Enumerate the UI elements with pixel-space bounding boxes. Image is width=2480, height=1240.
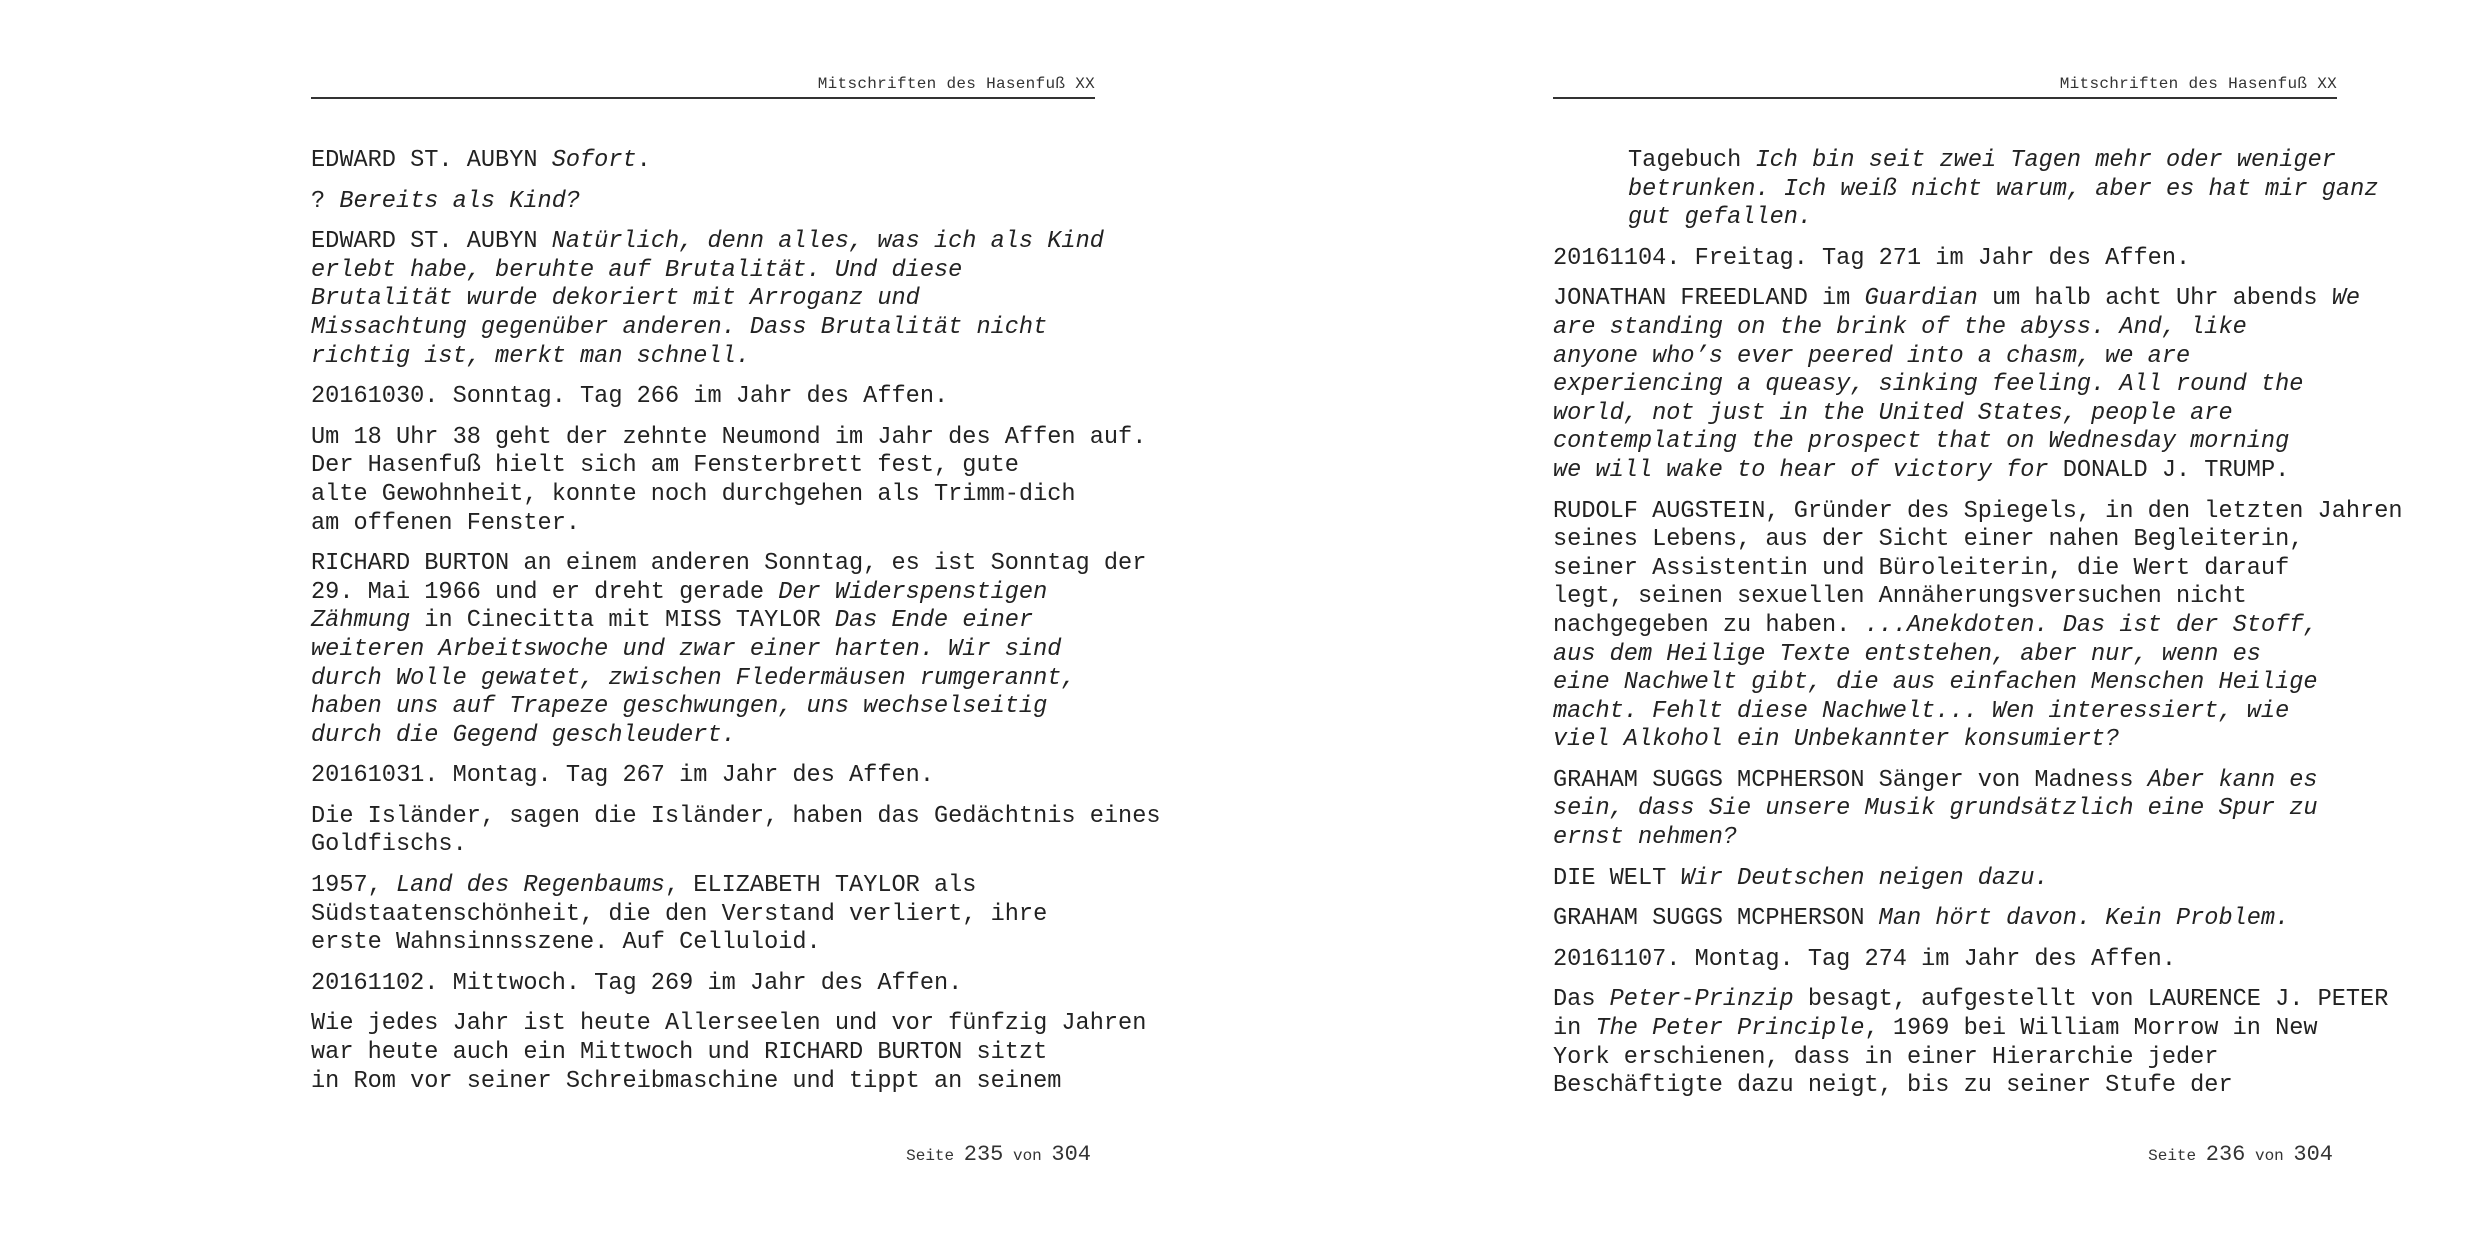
text-line (1553, 986, 2389, 1015)
text-line (311, 342, 1111, 372)
italic-text-run: Zähmung (311, 607, 411, 635)
footer-page-number: 235 (963, 1142, 1004, 1167)
text-line (311, 452, 1111, 481)
text-line (1553, 428, 2353, 457)
text-run: Tagebuch (1628, 147, 1756, 174)
text-run: EDWARD ST. AUBYN (311, 147, 552, 174)
text-run: 20161031. Montag. Tag 267 im Jahr des Affen. (311, 762, 934, 790)
paragraph (311, 228, 1111, 371)
text-line (311, 578, 1111, 608)
header-rule (1553, 97, 2337, 99)
text-run: 20161030. Sonntag. Tag 266 im Jahr des Affen. (311, 383, 949, 411)
italic-text-run: world, not just in the United States, people are (1553, 399, 2233, 427)
paragraph (311, 423, 1147, 538)
text-run: besagt, aufgestellt von LAURENCE J. PETER (1793, 986, 2389, 1014)
text-run: seiner Assistentin und Büroleiterin, die Wert darauf (1553, 554, 2290, 582)
italic-text-run: Natürlich, denn alles, was ich als Kind (551, 228, 1104, 256)
italic-text-run: Man hört davon. Kein Problem. (1878, 905, 2290, 933)
text-line (311, 969, 1111, 999)
text-run: Beschäftigte dazu neigt, bis zu seiner Stufe der (1553, 1072, 2233, 1100)
italic-text-run: we will wake to hear of victory for (1553, 456, 2063, 484)
text-line (1553, 342, 2353, 372)
text-run: erste Wahnsinnsszene. Auf Celluloid. (311, 929, 821, 957)
text-run: DIE WELT (1553, 864, 1681, 892)
text-run: GRAHAM SUGGS MCPHERSON Sänger von Madness (1553, 766, 2148, 794)
text-line (1553, 726, 2353, 755)
text-line (1553, 399, 2353, 429)
text-run: , 1969 bei William Morrow in New (1864, 1015, 2318, 1043)
text-line (311, 802, 1161, 832)
footer-page-number: 236 (2205, 1142, 2246, 1167)
text-line (1553, 697, 2353, 727)
italic-text-run: anyone who’s ever peered into a chasm, we are (1553, 342, 2191, 370)
italic-text-run: gut gefallen. (1628, 204, 1813, 232)
header-rule (311, 97, 1095, 99)
text-line (1553, 285, 2361, 314)
text-line (1553, 456, 2353, 486)
paragraph (1553, 905, 2353, 934)
left-page (311, 0, 1161, 1240)
italic-text-run: contemplating the prospect that on Wednesday morning (1553, 428, 2290, 456)
text-line (311, 1039, 1111, 1068)
text-line (1553, 669, 2353, 698)
text-run: Das (1553, 986, 1610, 1014)
text-line (1628, 147, 2353, 176)
text-run: EDWARD ST. AUBYN (311, 228, 552, 256)
italic-text-run: Guardian (1864, 285, 1978, 313)
italic-text-run: Peter-Prinzip (1609, 986, 1794, 1014)
running-header: Mitschriften des Hasenfuß XX (817, 75, 1095, 93)
italic-text-run: sein, dass Sie unsere Musik grundsätzlich eine Spur zu (1553, 795, 2318, 823)
text-line (311, 607, 1111, 636)
text-line (1553, 1015, 2353, 1044)
text-line (1553, 497, 2403, 527)
paragraph (1553, 865, 2353, 894)
italic-text-run: Wir Deutschen neigen dazu. (1680, 864, 2049, 892)
text-run: in Cinecitta mit MISS TAYLOR (410, 607, 835, 635)
running-header: Mitschriften des Hasenfuß XX (2059, 75, 2337, 93)
text-run: 29. Mai 1966 und er dreht gerade (311, 578, 779, 606)
text-line (311, 550, 1147, 579)
text-line (1553, 583, 2353, 612)
paragraph (1553, 986, 2389, 1100)
italic-text-run: viel Alkohol ein Unbekannter konsumiert? (1553, 726, 2120, 754)
italic-text-run: Aber kann es (2147, 766, 2318, 794)
text-line (1553, 611, 2353, 641)
text-line (311, 1067, 1111, 1097)
italic-text-run: Brutalität wurde dekoriert mit Arroganz und (311, 285, 920, 313)
text-line (1553, 864, 2353, 894)
text-run: Goldfischs. (311, 831, 467, 859)
text-line (1628, 204, 2353, 233)
paragraph (311, 383, 1111, 412)
italic-text-run: Bereits als Kind? (339, 187, 581, 215)
paragraph (1553, 946, 2353, 975)
paragraph (311, 802, 1161, 860)
italic-text-run: experiencing a queasy, sinking feeling. All round the (1553, 371, 2304, 399)
italic-text-run: Sofort (551, 147, 637, 174)
text-line (1553, 905, 2353, 934)
footer-page-total: 304 (1051, 1142, 1091, 1167)
paragraph (311, 762, 1111, 791)
text-run: ? (311, 187, 340, 215)
text-line (311, 187, 1111, 217)
footer-seite-label: Seite (906, 1147, 955, 1165)
text-run: , ELIZABETH TAYLOR als (664, 872, 977, 900)
italic-text-run: betrunken. Ich weiß nicht warum, aber es hat mir ganz (1628, 175, 2379, 203)
paragraph (1553, 147, 2379, 233)
text-run: . (636, 147, 651, 174)
page-body (311, 147, 1161, 1108)
paragraph (1553, 497, 2403, 755)
italic-text-run: ernst nehmen? (1553, 824, 1738, 852)
text-line (1553, 945, 2353, 975)
text-line (311, 664, 1111, 694)
text-line (311, 313, 1111, 343)
italic-text-run: haben uns auf Trapeze geschwungen, uns wechselseitig (311, 693, 1048, 721)
italic-text-run: Land des Regenbaums (395, 872, 665, 900)
text-run: in (1553, 1015, 1596, 1043)
text-run: seines Lebens, aus der Sicht einer nahen Begleiterin, (1553, 526, 2304, 554)
footer-von-label: von (2254, 1147, 2284, 1165)
italic-text-run: Ich bin seit zwei Tagen mehr oder weniger (1755, 147, 2336, 174)
text-run: am offenen Fenster. (311, 509, 581, 537)
italic-text-run: are standing on the brink of the abyss. And, like (1553, 313, 2247, 341)
text-line (311, 721, 1111, 751)
text-line (311, 1010, 1147, 1039)
paragraph (311, 147, 1111, 176)
text-line (311, 872, 1111, 901)
text-line (1553, 526, 2353, 555)
page-footer (2148, 1142, 2333, 1167)
text-line (311, 480, 1111, 510)
paragraph (1553, 285, 2361, 485)
text-line (311, 831, 1111, 860)
paragraph (311, 1010, 1147, 1096)
page-footer (906, 1142, 1091, 1167)
text-run: 1957, (311, 872, 396, 900)
text-run: York erschienen, dass in einer Hierarchie jeder (1553, 1043, 2219, 1071)
text-line (311, 285, 1111, 314)
italic-text-run: The Peter Principle (1595, 1015, 1865, 1043)
text-run: Um 18 Uhr 38 geht der zehnte Neumond im Jahr des Affen auf. (311, 423, 1147, 451)
text-run: nachgegeben zu haben. (1553, 611, 1865, 639)
text-line (311, 635, 1111, 665)
italic-text-run: erlebt habe, beruhte auf Brutalität. Und diese (311, 256, 963, 284)
italic-text-run: Missachtung gegenüber anderen. Dass Brutalität nicht (311, 313, 1048, 341)
italic-text-run: eine Nachwelt gibt, die aus einfachen Menschen Heilige (1553, 669, 2318, 697)
page-body (1553, 147, 2403, 1113)
text-run: DONALD J. TRUMP. (2062, 456, 2290, 484)
text-run: Die Isländer, sagen die Isländer, haben das Gedächtnis eines (311, 802, 1161, 830)
text-run: 20161102. Mittwoch. Tag 269 im Jahr des Affen. (311, 969, 963, 997)
text-run: 20161107. Montag. Tag 274 im Jahr des Affen. (1553, 945, 2176, 973)
text-line (311, 509, 1111, 539)
text-line (1553, 1043, 2353, 1073)
text-line (1553, 1072, 2353, 1101)
text-run: in Rom vor seiner Schreibmaschine und tippt an seinem (311, 1067, 1062, 1095)
paragraph (1553, 245, 2353, 274)
footer-page-total: 304 (2293, 1142, 2333, 1167)
text-line (1553, 795, 2353, 824)
paragraph (311, 872, 1111, 958)
italic-text-run: Der Widerspenstigen (778, 578, 1048, 606)
text-run: RUDOLF AUGSTEIN, Gründer des Spiegels, in den letzten Jahren (1553, 497, 2403, 525)
italic-text-run: macht. Fehlt diese Nachwelt... Wen interessiert, wie (1553, 697, 2290, 725)
italic-text-run: weiteren Arbeitswoche und zwar einer harten. Wir sind (311, 635, 1062, 663)
paragraph (311, 970, 1111, 999)
text-line (1628, 175, 2379, 205)
text-line (311, 929, 1111, 958)
text-run: Südstaatenschönheit, die den Verstand verliert, ihre (311, 900, 1048, 928)
text-line (311, 693, 1111, 722)
text-line (1553, 371, 2353, 400)
text-line (311, 228, 1111, 257)
italic-text-run: ...Anekdoten. Das ist der Stoff, (1864, 611, 2318, 639)
footer-von-label: von (1012, 1147, 1042, 1165)
text-line (1553, 766, 2353, 796)
paragraph (311, 188, 1111, 217)
footer-seite-label: Seite (2148, 1147, 2197, 1165)
italic-text-run: aus dem Heilige Texte entstehen, aber nur, wenn es (1553, 640, 2261, 668)
text-line (311, 256, 1111, 286)
text-line (1553, 640, 2353, 670)
text-run: alte Gewohnheit, konnte noch durchgehen als Trimm-dich (311, 480, 1076, 508)
text-line (311, 900, 1111, 930)
text-run: Der Hasenfuß hielt sich am Fensterbrett fest, gute (311, 452, 1019, 480)
text-run: GRAHAM SUGGS MCPHERSON (1553, 905, 1879, 933)
text-run: legt, seinen sexuellen Annäherungsversuchen nicht (1553, 583, 2247, 611)
text-line (311, 147, 1111, 176)
italic-text-run: Das Ende einer (834, 607, 1034, 635)
text-run: JONATHAN FREEDLAND im (1553, 285, 1865, 313)
text-line (1553, 313, 2353, 343)
paragraph (311, 550, 1147, 750)
italic-text-run: We (2331, 285, 2361, 313)
paragraph (1553, 767, 2353, 853)
text-line (1553, 554, 2353, 584)
text-line (1553, 824, 2353, 853)
text-line (1553, 244, 2353, 274)
text-run: um halb acht Uhr abends (1977, 285, 2332, 313)
text-run: war heute auch ein Mittwoch und RICHARD BURTON sitzt (311, 1039, 1048, 1067)
text-line (311, 762, 1111, 791)
italic-text-run: durch die Gegend geschleudert. (311, 721, 736, 749)
text-run: Wie jedes Jahr ist heute Allerseelen und vor fünfzig Jahren (311, 1010, 1147, 1038)
text-run: RICHARD BURTON an einem anderen Sonntag, es ist Sonntag der (311, 550, 1147, 578)
text-line (311, 383, 1111, 412)
text-line (311, 423, 1147, 453)
right-page (1553, 0, 2403, 1240)
italic-text-run: richtig ist, merkt man schnell. (311, 342, 750, 370)
italic-text-run: durch Wolle gewatet, zwischen Fledermäusen rumgerannt, (311, 664, 1076, 692)
text-run: 20161104. Freitag. Tag 271 im Jahr des Affen. (1553, 244, 2191, 272)
